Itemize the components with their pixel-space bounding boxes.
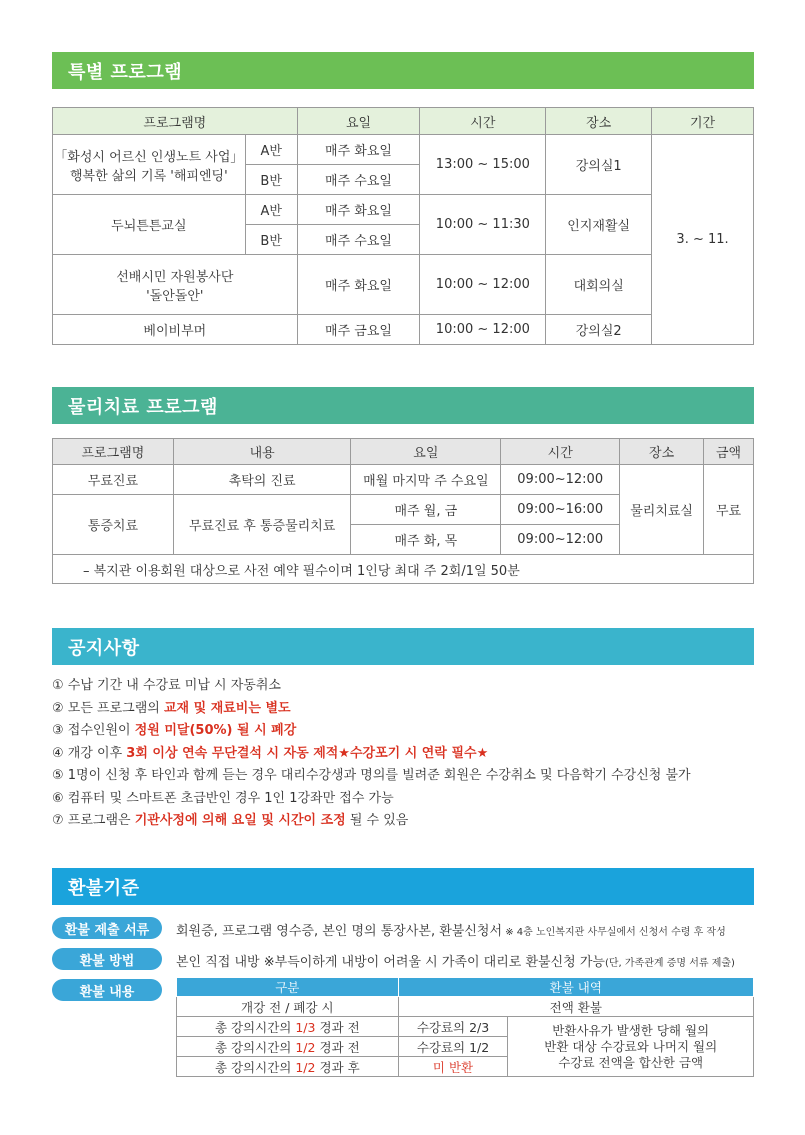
place-cell: 물리치료실 [620,465,704,555]
col-header: 환불 내역 [398,978,753,997]
refund-condition: 총 강의시간의 1/2 경과 후 [177,1057,399,1077]
refund-table [176,977,754,1077]
content-cell: 촉탁의 진료 [173,465,351,495]
refund-amount: 전액 환불 [398,997,753,1017]
section-title-special: 특별 프로그램 [52,52,754,89]
program-name: 통증치료 [53,495,174,555]
section-title-notice: 공지사항 [52,628,754,665]
time-cell: 09:00~16:00 [501,495,620,525]
notice-item: ⑥ 컴퓨터 및 스마트폰 초급반인 경우 1인 1강좌만 접수 가능 [52,790,394,806]
refund-docs-text: 회원증, 프로그램 영수증, 본인 명의 통장사본, 환불신청서 ※ 4층 노인복지관 사무실에서 신청서 수령 후 작성 [176,924,726,939]
refund-method-text: 본인 직접 내방 ※부득이하게 내방이 어려울 시 가족이 대리로 환불신청 가능(단, 가족관계 증명 서류 제출) [176,955,735,970]
refund-amount: 수강료의 1/2 [398,1037,508,1057]
day-cell: 매주 화요일 [297,195,420,225]
day-cell: 매주 화요일 [297,135,420,165]
refund-extra: 반환사유가 발생한 당해 월의 반환 대상 수강료와 나머지 월의 수강료 전액을 합산한 금액 [508,1017,754,1077]
place-cell: 강의실1 [546,135,652,195]
col-header: 요일 [297,108,420,135]
day-cell: 매주 월, 금 [351,495,501,525]
col-header: 장소 [620,439,704,465]
col-header: 요일 [351,439,501,465]
day-cell: 매주 금요일 [297,315,420,345]
refund-condition: 개강 전 / 폐강 시 [177,997,399,1017]
time-cell: 09:00~12:00 [501,465,620,495]
notice-item: ④ 개강 이후 3회 이상 연속 무단결석 시 자동 제적★수강포기 시 연락 필수★ [52,745,489,761]
notice-item: ③ 접수인원이 정원 미달(50%) 될 시 폐강 [52,723,297,738]
place-cell: 대회의실 [546,255,652,315]
col-header: 장소 [546,108,652,135]
program-name: 무료진료 [53,465,174,495]
program-name: 베이비부머 [53,315,298,345]
notice-item: ② 모든 프로그램의 교재 및 재료비는 별도 [52,700,291,716]
time-cell: 10:00 ~ 12:00 [420,255,546,315]
notice-item: ① 수납 기간 내 수강료 미납 시 자동취소 [52,678,281,693]
notice-item: ⑤ 1명이 신청 후 타인과 함께 듣는 경우 대리수강생과 명의를 빌려준 회원은 수강취소 및 다음학기 수강신청 불가 [52,768,691,783]
period-cell: 3. ~ 11. [652,135,754,345]
refund-amount: 미 반환 [398,1057,508,1077]
physio-note: – 복지관 이용회원 대상으로 사전 예약 필수이며 1인당 최대 주 2회/1일 50분 [53,555,754,584]
class-label: B반 [245,225,297,255]
time-cell: 10:00 ~ 11:30 [420,195,546,255]
notice-list [52,675,691,833]
col-header: 구분 [177,978,399,997]
program-name: 선배시민 자원봉사단 '돌안돌안' [53,255,298,315]
time-cell: 13:00 ~ 15:00 [420,135,546,195]
refund-condition: 총 강의시간의 1/2 경과 전 [177,1037,399,1057]
day-cell: 매주 화, 목 [351,525,501,555]
col-header: 시간 [501,439,620,465]
refund-condition: 총 강의시간의 1/3 경과 전 [177,1017,399,1037]
day-cell: 매월 마지막 주 수요일 [351,465,501,495]
program-name: 「화성시 어르신 인생노트 사업」 행복한 삶의 기록 '해피엔딩' [53,135,246,195]
col-header: 프로그램명 [53,108,298,135]
col-header: 금액 [704,439,754,465]
section-title-physio: 물리치료 프로그램 [52,387,754,424]
class-label: A반 [245,135,297,165]
section-title-refund: 환불기준 [52,868,754,905]
day-cell: 매주 수요일 [297,225,420,255]
day-cell: 매주 수요일 [297,165,420,195]
place-cell: 강의실2 [546,315,652,345]
content-cell: 무료진료 후 통증물리치료 [173,495,351,555]
refund-content-label: 환불 내용 [52,979,162,1001]
day-cell: 매주 화요일 [297,255,420,315]
refund-method-label: 환불 방법 [52,948,162,970]
special-program-table [52,107,754,345]
place-cell: 인지재활실 [546,195,652,255]
class-label: B반 [245,165,297,195]
time-cell: 10:00 ~ 12:00 [420,315,546,345]
price-cell: 무료 [704,465,754,555]
notice-item: ⑦ 프로그램은 기관사정에 의해 요일 및 시간이 조정 될 수 있음 [52,813,409,828]
program-name: 두뇌튼튼교실 [53,195,246,255]
time-cell: 09:00~12:00 [501,525,620,555]
col-header: 프로그램명 [53,439,174,465]
physio-program-table [52,438,754,584]
col-header: 기간 [652,108,754,135]
refund-docs-label: 환불 제출 서류 [52,917,162,939]
class-label: A반 [245,195,297,225]
col-header: 내용 [173,439,351,465]
refund-amount: 수강료의 2/3 [398,1017,508,1037]
col-header: 시간 [420,108,546,135]
